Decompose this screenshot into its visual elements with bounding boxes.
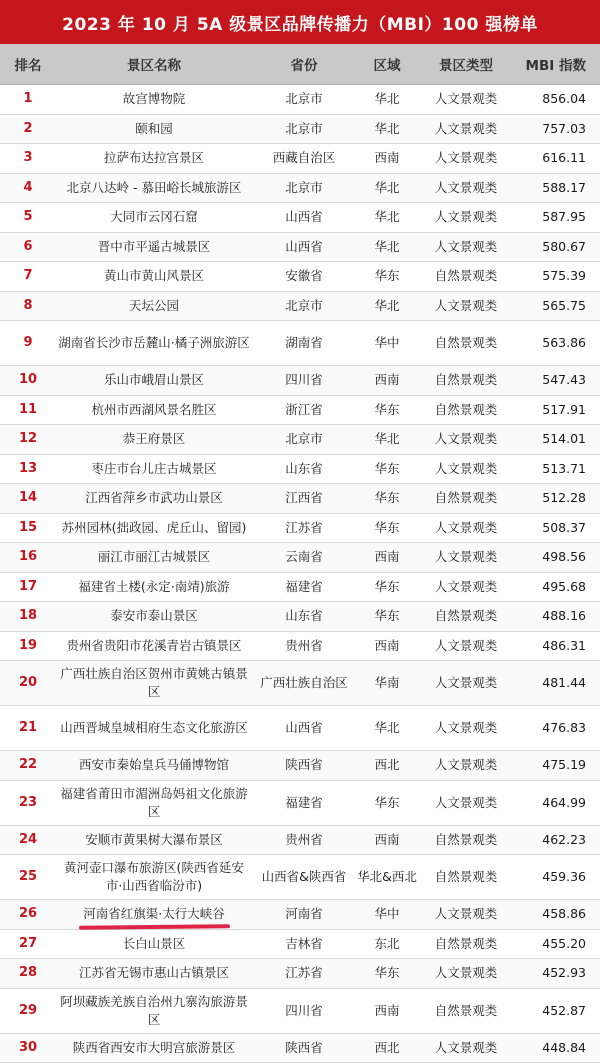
table-row [0,174,600,204]
province-cell: 山东省 [252,460,356,478]
province-cell: 贵州省 [252,831,356,849]
mbi-cell: 476.83 [514,719,600,737]
table-row [0,930,600,960]
rank-cell: 20 [0,674,56,692]
mbi-cell: 588.17 [514,179,600,197]
province-cell: 陕西省 [252,756,356,774]
rank-cell: 19 [0,637,56,655]
region-cell: 华东 [356,794,418,812]
region-cell: 华东 [356,267,418,285]
name-cell [56,905,252,923]
rank-cell: 13 [0,460,56,478]
rank-cell: 29 [0,1002,56,1020]
name-cell: 枣庄市台儿庄古城景区 [56,460,252,478]
province-cell: 浙江省 [252,401,356,419]
type-cell: 人文景观类 [418,120,514,138]
rank-cell: 27 [0,935,56,953]
table-row [0,484,600,514]
name-cell: 天坛公园 [56,297,252,315]
header-rank: 排名 [0,54,56,74]
province-cell: 湖南省 [252,334,356,352]
name-cell: 苏州园林(拙政园、虎丘山、留园) [56,519,252,537]
mbi-cell: 513.71 [514,460,600,478]
type-cell: 人文景观类 [418,794,514,812]
province-cell: 山东省 [252,607,356,625]
table-row [0,751,600,781]
type-cell: 人文景观类 [418,548,514,566]
name-cell: 晋中市平遥古城景区 [56,238,252,256]
name-cell: 故宫博物院 [56,90,252,108]
province-cell: 北京市 [252,90,356,108]
region-cell: 西南 [356,548,418,566]
rank-cell: 14 [0,489,56,507]
mbi-cell: 517.91 [514,401,600,419]
name-cell: 恭王府景区 [56,430,252,448]
table-row [0,455,600,485]
name-cell: 福建省土楼(永定·南靖)旅游 [56,578,252,596]
province-cell: 北京市 [252,430,356,448]
rank-cell: 6 [0,238,56,256]
mbi-cell: 514.01 [514,430,600,448]
mbi-cell: 475.19 [514,756,600,774]
type-cell: 人文景观类 [418,637,514,655]
type-cell: 人文景观类 [418,719,514,737]
mbi-cell: 563.86 [514,334,600,352]
name-text: 河南省红旗渠·太行大峡谷 [83,906,224,921]
rank-cell: 25 [0,868,56,886]
name-cell: 乐山市峨眉山景区 [56,371,252,389]
header-type: 景区类型 [418,54,514,74]
region-cell: 华东 [356,607,418,625]
mbi-cell: 512.28 [514,489,600,507]
province-cell: 北京市 [252,120,356,138]
name-cell: 长白山景区 [56,935,252,953]
region-cell: 华东 [356,964,418,982]
table-row [0,321,600,366]
region-cell: 华北 [356,238,418,256]
name-cell: 福建省莆田市湄洲岛妈祖文化旅游区 [56,785,252,821]
header-mbi: MBI 指数 [514,54,600,74]
province-cell: 北京市 [252,297,356,315]
rank-cell: 21 [0,719,56,737]
table-row [0,425,600,455]
type-cell: 人文景观类 [418,460,514,478]
region-cell: 华东 [356,578,418,596]
table-row [0,781,600,826]
province-cell: 安徽省 [252,267,356,285]
rank-cell: 3 [0,149,56,167]
rank-cell: 4 [0,179,56,197]
province-cell: 江西省 [252,489,356,507]
region-cell: 华东 [356,519,418,537]
province-cell: 吉林省 [252,935,356,953]
table-row [0,233,600,263]
rank-cell: 23 [0,794,56,812]
mbi-cell: 481.44 [514,674,600,692]
table-row [0,115,600,145]
region-cell: 华北 [356,208,418,226]
mbi-cell: 486.31 [514,637,600,655]
name-cell: 广西壮族自治区贺州市黄姚古镇景区 [56,665,252,701]
region-cell: 华东 [356,401,418,419]
type-cell: 自然景观类 [418,607,514,625]
table-body [0,85,600,1063]
type-cell: 人文景观类 [418,964,514,982]
type-cell: 自然景观类 [418,334,514,352]
table-row [0,826,600,856]
region-cell: 华东 [356,460,418,478]
type-cell: 自然景观类 [418,371,514,389]
province-cell: 山西省 [252,719,356,737]
name-cell: 颐和园 [56,120,252,138]
table-row [0,573,600,603]
name-cell: 江西省萍乡市武功山景区 [56,489,252,507]
province-cell: 北京市 [252,179,356,197]
rank-cell: 22 [0,756,56,774]
rank-cell: 24 [0,831,56,849]
province-cell: 福建省 [252,794,356,812]
type-cell: 人文景观类 [418,90,514,108]
region-cell: 华中 [356,334,418,352]
province-cell: 陕西省 [252,1039,356,1057]
region-cell: 华东 [356,489,418,507]
mbi-cell: 448.84 [514,1039,600,1057]
name-cell: 江苏省无锡市惠山古镇景区 [56,964,252,982]
table-row [0,661,600,706]
province-cell: 山西省 [252,208,356,226]
mbi-cell: 462.23 [514,831,600,849]
header-region: 区域 [356,54,418,74]
mbi-cell: 452.93 [514,964,600,982]
province-cell: 江苏省 [252,964,356,982]
name-cell: 拉萨布达拉宫景区 [56,149,252,167]
mbi-cell: 508.37 [514,519,600,537]
header-province: 省份 [252,54,356,74]
type-cell: 人文景观类 [418,519,514,537]
type-cell: 人文景观类 [418,1039,514,1057]
rank-cell: 26 [0,905,56,923]
name-cell: 贵州省贵阳市花溪青岩古镇景区 [56,637,252,655]
type-cell: 人文景观类 [418,674,514,692]
table-row [0,85,600,115]
name-cell: 丽江市丽江古城景区 [56,548,252,566]
region-cell: 华北 [356,430,418,448]
table-row [0,632,600,662]
table-title: 2023 年 10 月 5A 级景区品牌传播力（MBI）100 强榜单 [0,0,600,44]
region-cell: 华北 [356,90,418,108]
rank-cell: 18 [0,607,56,625]
type-cell: 自然景观类 [418,831,514,849]
region-cell: 华北 [356,297,418,315]
name-cell: 杭州市西湖风景名胜区 [56,401,252,419]
region-cell: 华北 [356,179,418,197]
rank-cell: 30 [0,1039,56,1057]
name-cell: 湖南省长沙市岳麓山·橘子洲旅游区 [56,334,252,352]
province-cell: 福建省 [252,578,356,596]
mbi-cell: 464.99 [514,794,600,812]
rank-cell: 17 [0,578,56,596]
province-cell: 广西壮族自治区 [252,674,356,692]
rank-cell: 11 [0,401,56,419]
mbi-cell: 488.16 [514,607,600,625]
type-cell: 自然景观类 [418,489,514,507]
type-cell: 自然景观类 [418,1002,514,1020]
name-cell: 安顺市黄果树大瀑布景区 [56,831,252,849]
rank-cell: 5 [0,208,56,226]
table-row [0,959,600,989]
province-cell: 山西省&陕西省 [252,868,356,886]
name-cell: 大同市云冈石窟 [56,208,252,226]
type-cell: 自然景观类 [418,868,514,886]
mbi-cell: 458.86 [514,905,600,923]
table-row [0,989,600,1034]
region-cell: 华北&西北 [356,868,418,886]
type-cell: 人文景观类 [418,297,514,315]
region-cell: 东北 [356,935,418,953]
mbi-cell: 498.56 [514,548,600,566]
type-cell: 自然景观类 [418,401,514,419]
table-row [0,900,600,930]
table-row [0,855,600,900]
rank-cell: 8 [0,297,56,315]
province-cell: 西藏自治区 [252,149,356,167]
table-row [0,366,600,396]
region-cell: 西南 [356,149,418,167]
table-row [0,292,600,322]
rank-cell: 2 [0,120,56,138]
type-cell: 人文景观类 [418,208,514,226]
region-cell: 西南 [356,831,418,849]
table-row [0,543,600,573]
table-row [0,514,600,544]
type-cell: 人文景观类 [418,179,514,197]
mbi-cell: 455.20 [514,935,600,953]
table-row [0,144,600,174]
mbi-cell: 757.03 [514,120,600,138]
name-cell: 山西晋城皇城相府生态文化旅游区 [56,719,252,737]
mbi-cell: 856.04 [514,90,600,108]
mbi-cell: 495.68 [514,578,600,596]
mbi-cell: 575.39 [514,267,600,285]
type-cell: 自然景观类 [418,267,514,285]
table-row [0,262,600,292]
province-cell: 四川省 [252,1002,356,1020]
province-cell: 云南省 [252,548,356,566]
mbi-cell: 580.67 [514,238,600,256]
mbi-cell: 587.95 [514,208,600,226]
type-cell: 人文景观类 [418,149,514,167]
region-cell: 华北 [356,719,418,737]
region-cell: 西南 [356,371,418,389]
name-cell: 黄河壶口瀑布旅游区(陕西省延安市·山西省临汾市) [56,859,252,895]
province-cell: 河南省 [252,905,356,923]
type-cell: 人文景观类 [418,905,514,923]
name-cell: 泰安市泰山景区 [56,607,252,625]
rank-cell: 15 [0,519,56,537]
rank-cell: 12 [0,430,56,448]
mbi-cell: 565.75 [514,297,600,315]
region-cell: 华南 [356,674,418,692]
mbi-cell: 452.87 [514,1002,600,1020]
table-row [0,602,600,632]
mbi-cell: 459.36 [514,868,600,886]
type-cell: 人文景观类 [418,578,514,596]
rank-cell: 9 [0,334,56,352]
name-cell: 北京八达岭 - 慕田峪长城旅游区 [56,179,252,197]
region-cell: 华北 [356,120,418,138]
type-cell: 人文景观类 [418,238,514,256]
rank-cell: 7 [0,267,56,285]
province-cell: 四川省 [252,371,356,389]
header-name: 景区名称 [56,54,252,74]
province-cell: 贵州省 [252,637,356,655]
region-cell: 西北 [356,756,418,774]
rank-cell: 1 [0,90,56,108]
mbi-cell: 547.43 [514,371,600,389]
rank-cell: 28 [0,964,56,982]
region-cell: 西南 [356,637,418,655]
region-cell: 西南 [356,1002,418,1020]
type-cell: 人文景观类 [418,430,514,448]
mbi-cell: 616.11 [514,149,600,167]
table-row [0,706,600,751]
region-cell: 华中 [356,905,418,923]
rank-cell: 16 [0,548,56,566]
name-cell: 黄山市黄山风景区 [56,267,252,285]
type-cell: 人文景观类 [418,756,514,774]
rank-cell: 10 [0,371,56,389]
table-row [0,203,600,233]
name-cell: 阿坝藏族羌族自治州九寨沟旅游景区 [56,993,252,1029]
region-cell: 西北 [356,1039,418,1057]
province-cell: 山西省 [252,238,356,256]
province-cell: 江苏省 [252,519,356,537]
type-cell: 自然景观类 [418,935,514,953]
name-cell: 陕西省西安市大明宫旅游景区 [56,1039,252,1057]
highlighted-name [83,905,224,923]
table-row [0,1034,600,1063]
table-header [0,44,600,85]
table-row [0,396,600,426]
name-cell: 西安市秦始皇兵马俑博物馆 [56,756,252,774]
